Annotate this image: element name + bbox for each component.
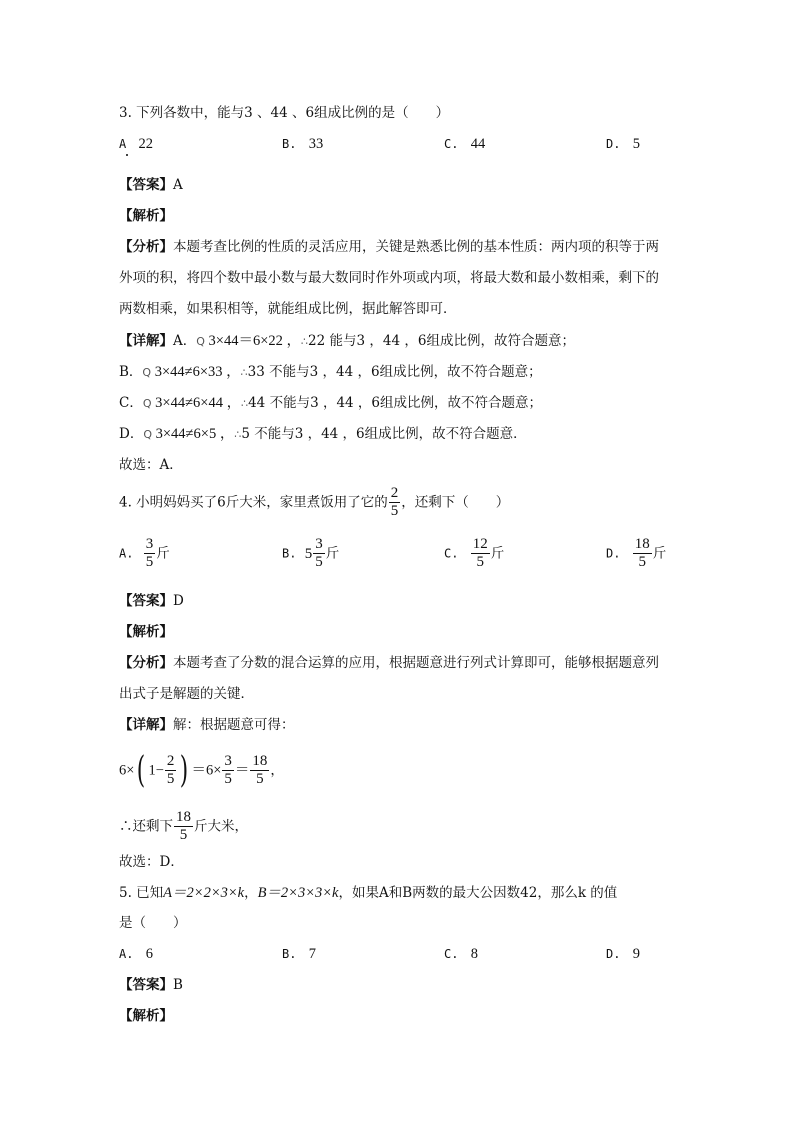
fenxi-label: 【分析】 bbox=[119, 239, 173, 255]
stem-separator: ， bbox=[244, 885, 258, 901]
fraction-numerator: 2 bbox=[166, 753, 175, 769]
option-tag: D. bbox=[606, 137, 621, 151]
answer-value: A bbox=[173, 177, 183, 193]
option-unit: 斤 bbox=[490, 545, 505, 562]
fraction-denominator: 5 bbox=[390, 503, 399, 519]
calc-inner: 1− bbox=[148, 762, 164, 779]
q5-answer bbox=[119, 976, 183, 994]
calc-fraction-2 bbox=[222, 753, 234, 788]
detail-prefix: D． bbox=[119, 426, 144, 442]
option-fraction bbox=[471, 536, 490, 571]
fraction-numerator: 3 bbox=[224, 753, 232, 769]
q3-analysis-label: 【解析】 bbox=[119, 208, 173, 224]
answer-value: B bbox=[173, 977, 183, 993]
detail-result: 5 不能与3 ，44 ，6组成比例，故不符合题意． bbox=[241, 426, 527, 442]
q3-option-c bbox=[444, 135, 485, 153]
detail-prefix: A． bbox=[173, 333, 197, 349]
therefore-symbol: ∴ bbox=[240, 366, 248, 379]
q4-remain bbox=[119, 806, 248, 847]
fraction-denominator: 5 bbox=[315, 554, 323, 570]
because-symbol: Q bbox=[196, 335, 205, 348]
detail-label: 【详解】 bbox=[119, 333, 173, 349]
option-value: 22 bbox=[138, 136, 154, 152]
option-tag: C. bbox=[444, 546, 459, 561]
option-value: 44 bbox=[470, 136, 486, 152]
stem-fraction bbox=[389, 485, 401, 520]
calc-tail: ， bbox=[270, 762, 284, 779]
fenxi-label: 【分析】 bbox=[119, 655, 173, 671]
option-tag: B. bbox=[282, 947, 297, 961]
q4-option-a bbox=[119, 535, 170, 572]
q4-fenxi-line-2: 出式子是解题的关键． bbox=[119, 686, 254, 702]
therefore-symbol: ∴ bbox=[301, 335, 309, 348]
q5-stem-line-2: 是（ ） bbox=[119, 915, 187, 931]
fraction-denominator: 5 bbox=[179, 827, 188, 843]
q3-option-a bbox=[119, 135, 153, 153]
q3-fenxi-line-3: 两数相乘，如果积相等，就能组成比例，据此解答即可． bbox=[119, 301, 457, 317]
fraction-numerator: 18 bbox=[176, 809, 191, 825]
detail-prefix: B． bbox=[119, 364, 143, 380]
q4-option-c bbox=[444, 535, 504, 572]
left-paren: ( bbox=[137, 749, 146, 791]
therefore-symbol: ∴ bbox=[241, 397, 249, 410]
q4-option-b bbox=[282, 535, 339, 572]
stem-text: ，如果A和B两数的最大公因数42，那么k 的值 bbox=[338, 885, 618, 901]
remain-text: 斤大米， bbox=[194, 818, 248, 835]
q3-detail-c bbox=[119, 394, 542, 413]
q3-detail-d bbox=[119, 425, 527, 444]
q3-option-d bbox=[606, 135, 640, 153]
option-fraction bbox=[313, 536, 325, 571]
option-value: 5 bbox=[632, 136, 640, 152]
therefore-symbol: ∴ bbox=[234, 428, 242, 441]
q5-analysis-label: 【解析】 bbox=[119, 1008, 173, 1024]
option-value: 9 bbox=[632, 946, 640, 962]
q4-fenxi-line-1 bbox=[119, 654, 659, 672]
detail-expr: 3×44≠6×33 ， bbox=[151, 364, 241, 380]
q3-detail-a bbox=[119, 332, 575, 351]
option-tag: A bbox=[119, 137, 127, 151]
option-tag: A. bbox=[119, 947, 134, 961]
option-tag: D. bbox=[606, 947, 621, 961]
option-tag: A. bbox=[119, 546, 134, 561]
q3-detail-b bbox=[119, 363, 542, 382]
q4-stem bbox=[119, 484, 509, 521]
detail-label: 【详解】 bbox=[119, 717, 173, 733]
q4-analysis-label: 【解析】 bbox=[119, 624, 173, 640]
option-tag: B. bbox=[282, 546, 297, 561]
stem-expression-a: A＝2×2×3×k bbox=[163, 885, 245, 901]
fenxi-text: 本题考查了分数的混合运算的应用，根据题意进行列式计算即可，能够根据题意列 bbox=[173, 655, 659, 671]
answer-label: 【答案】 bbox=[119, 593, 173, 609]
calc-lead: 6× bbox=[119, 762, 135, 779]
option-value: 7 bbox=[308, 946, 316, 962]
fraction-numerator: 18 bbox=[634, 536, 650, 552]
q5-option-a bbox=[119, 945, 153, 963]
fenxi-text: 本题考查比例的性质的灵活应用，关键是熟悉比例的基本性质：两内项的积等于两 bbox=[173, 239, 659, 255]
remain-text: ∴还剩下 bbox=[119, 818, 173, 835]
fraction-denominator: 5 bbox=[145, 554, 154, 570]
because-symbol: Q bbox=[143, 428, 152, 441]
fraction-denominator: 5 bbox=[476, 554, 484, 570]
detail-prefix: C． bbox=[119, 395, 143, 411]
dot-mark bbox=[126, 154, 128, 156]
detail-result: 44 不能与3 ，44 ，6组成比例，故不符合题意； bbox=[248, 395, 543, 411]
detail-result: 33 不能与3 ，44 ，6组成比例，故不符合题意； bbox=[247, 364, 542, 380]
answer-label: 【答案】 bbox=[119, 177, 173, 193]
detail-expr: 3×44≠6×5 ， bbox=[152, 426, 235, 442]
detail-text: 解：根据题意可得： bbox=[173, 717, 295, 733]
option-tag: D. bbox=[606, 546, 621, 561]
stem-text: 4. 小明妈妈买了6斤大米，家里煮饭用了它的 bbox=[119, 494, 388, 511]
q5-stem-line-1 bbox=[119, 884, 617, 902]
calc-fraction-1 bbox=[165, 753, 177, 788]
q4-option-d bbox=[606, 535, 666, 572]
option-tag: C. bbox=[444, 947, 459, 961]
fraction-numerator: 12 bbox=[472, 536, 488, 552]
fraction-denominator: 5 bbox=[166, 771, 175, 787]
option-unit: 斤 bbox=[325, 545, 340, 562]
detail-expr: 3×44≠6×44 ， bbox=[151, 395, 242, 411]
q4-choose: 故选：D． bbox=[119, 854, 184, 870]
option-unit: 斤 bbox=[156, 545, 170, 562]
answer-value: D bbox=[173, 593, 184, 609]
q3-choose: 故选：A． bbox=[119, 457, 183, 473]
option-tag: C. bbox=[444, 137, 459, 151]
calc-eq-2: ＝ bbox=[234, 762, 250, 779]
option-tag: B. bbox=[282, 137, 297, 151]
option-value: 33 bbox=[308, 136, 324, 152]
answer-label: 【答案】 bbox=[119, 977, 173, 993]
q5-option-d bbox=[606, 945, 640, 963]
fraction-numerator: 2 bbox=[390, 485, 399, 501]
q5-option-c bbox=[444, 945, 478, 963]
fraction-denominator: 5 bbox=[638, 554, 646, 570]
calc-fraction-3 bbox=[250, 753, 269, 788]
because-symbol: Q bbox=[142, 366, 152, 379]
option-whole: 5 bbox=[304, 545, 313, 562]
calc-eq-1: ＝6× bbox=[191, 762, 222, 779]
q3-fenxi-line-1 bbox=[119, 238, 659, 256]
q4-calculation bbox=[119, 748, 284, 793]
q3-option-b bbox=[282, 135, 323, 153]
stem-text: 5. 已知 bbox=[119, 885, 164, 901]
q3-answer bbox=[119, 176, 183, 194]
stem-text: ，还剩下（ ） bbox=[401, 494, 510, 511]
fraction-numerator: 3 bbox=[315, 536, 323, 552]
option-fraction bbox=[633, 536, 652, 571]
remain-fraction bbox=[174, 809, 193, 844]
fraction-numerator: 18 bbox=[252, 753, 268, 769]
q3-fenxi-line-2: 外项的积，将四个数中最小数与最大数同时作外项或内项，将最大数和最小数相乘，剩下的 bbox=[119, 270, 659, 286]
q4-detail bbox=[119, 716, 295, 734]
option-value: 8 bbox=[470, 946, 478, 962]
option-fraction bbox=[144, 536, 156, 571]
fraction-denominator: 5 bbox=[224, 771, 232, 787]
q3-stem: 3. 下列各数中，能与3 、44 、6组成比例的是（ ） bbox=[119, 105, 450, 121]
q5-option-b bbox=[282, 945, 316, 963]
stem-expression-b: B＝2×3×3×k bbox=[257, 885, 339, 901]
fraction-numerator: 3 bbox=[145, 536, 154, 552]
because-symbol: Q bbox=[142, 397, 152, 410]
fraction-denominator: 5 bbox=[256, 771, 264, 787]
option-unit: 斤 bbox=[652, 545, 667, 562]
option-value: 6 bbox=[145, 946, 153, 962]
detail-result: 22 能与3 ，44 ，6组成比例，故符合题意； bbox=[308, 333, 575, 349]
q4-answer bbox=[119, 592, 184, 610]
right-paren: ) bbox=[180, 749, 189, 791]
detail-expr: 3×44＝6×22 ， bbox=[204, 333, 302, 349]
